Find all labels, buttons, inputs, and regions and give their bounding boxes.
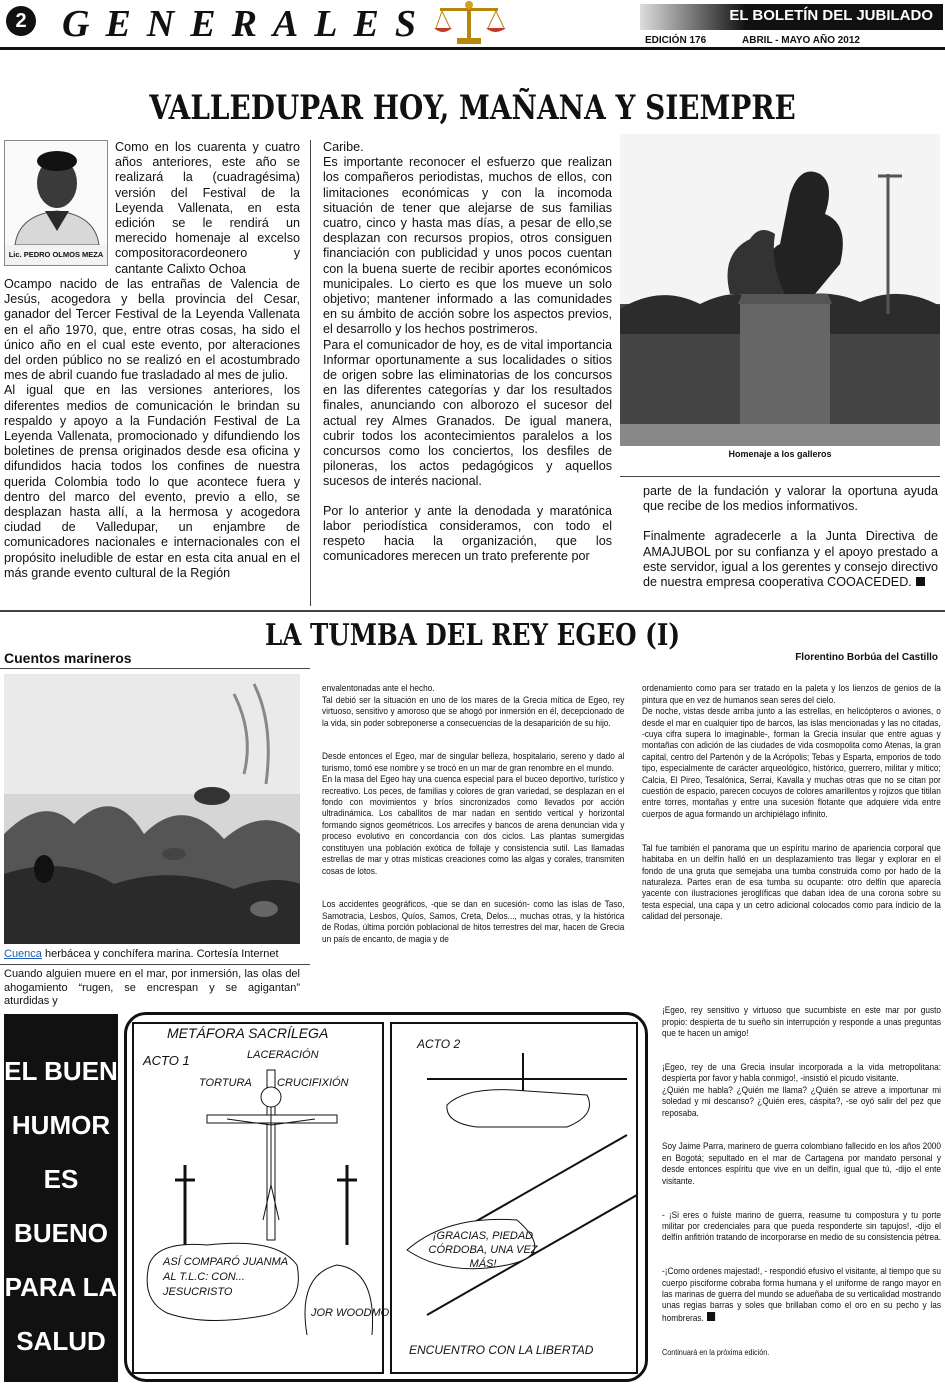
cartoon-bottom-caption: ENCUENTRO CON LA LIBERTAD (409, 1343, 594, 1357)
article-separator (0, 610, 945, 612)
section-title: GENERALES (62, 3, 432, 45)
paragraph: Es importante reconocer el esfuerzo que realizan los compañeros periodistas, muchos de ellos, con limitaciones económicas y con la incomoda situación de tener que alejarse de sus familias cuatro, cinco y hasta mas días, a pesar de ello,se desplazan con recursos propios, otros consiguen financiación con publicidad y unos pocos cuentan con la buena suerte de recibir aportes económicos municipales. Lo cierto es que los mueve un solo objetivo; mantener informado a las comunidades en su ámbito de acción sobre los aspectos previos, el desarrollo y los hechos postrimeros. (323, 155, 612, 337)
article1-col1-wrap: Como en los cuarenta y cuatro años anteriores, este año se realizará la (cuadragésima) versión del Festival de la Leyenda Vallenata, en esta edición se le rendirá un merecido homenaje al excelso compositoracordeonero y cantante Calixto Ochoa (115, 140, 300, 276)
humor-line: ES BUENO (14, 1164, 108, 1248)
paragraph (662, 1266, 941, 1324)
article1-col1 (4, 277, 300, 581)
paragraph: Tal fue también el panorama que un espíritu marino de apariencia corporal que habitaba en un delfín halló en un desplazamiento tras llegar y explorar en el fondo de una gruta que semejaba una tumba construida como por hado de la naturaleza. Partes eran de esa tumba su ocupante: otro delfín que aparecía yacente con ilustraciones jeroglíficas que daban idea de una corona sobre su testa especial, una capa y un cetro adicional colocados como para indicio de la calidad del personaje. (642, 842, 941, 922)
cartoon-frame (124, 1012, 648, 1382)
article1-col3 (643, 484, 938, 590)
section-label: Cuentos marineros (4, 650, 132, 666)
marine-photo (4, 674, 300, 944)
paragraph-text: -¡Como ordenes majestad!, - respondió efusivo el visitante, al tiempo que su cuerpo pisciforme cobraba forma humana y el uniforme de rango mayor en las marinas de guerra del mundo se adueñaba de su verticalidad mostrando unas regias barras y soles que brillaban como el oro en su pecho y las hombreras. (662, 1266, 942, 1323)
cartoon-word-crucifixion: CRUCIFIXIÓN (277, 1077, 349, 1089)
paragraph: Desde entonces el Egeo, mar de singular belleza, hospitalario, sereno y dado al turismo, tomó ese nombre y se trocó en un mar de gran renombre en el mundo. En la masa del Egeo hay una cuenca especial para el buceo deportivo, turístico y recreativo. Los peces, de familias y colores de gran variedad, se desplazan en el fondo con movimientos y bríos sincronizados como llevados por acción ultradinámica. Los caballitos de mar nadan en sentido vertical y horizontal formando signos geométricos. Los arrecifes y bancos de arena denuncian vida y proceso evolutivo en concordancia con dos ciclos. Las plantas sumergidas constituyen una población exótica de follaje y consistencia sutil. Las llamadas estrellas de mar y otras místicas creaciones como las algas y corales, transmiten cosas de lotos. (322, 751, 625, 876)
publication-name: EL BOLETÍN DEL JUBILADO (729, 7, 933, 24)
paragraph: Caribe. (323, 140, 364, 154)
paragraph: Al igual que en las versiones anteriores, los diferentes medios de comunicación le brindan su respaldo y apoyo a la Fundación Festival de La Leyenda Vallenata, promocionado y difundiendo los boletines de prensa originados desde esa oficina y difundidos hacia todos los confines de nuestra querida Colombia todo lo que acontece fuera y dentro del marco del evento, previo a ello, se desplazan hasta allí, a la hermosa y acogedora ciudad de Valledupar, un enjambre de comunicadores nacionales e internacionales con el propósito ineludible de estar en esta cita anual en el más grande evento cultural de la Región (4, 383, 300, 580)
author-photo (4, 140, 108, 266)
article1-col2 (323, 140, 612, 564)
marine-photo-caption (4, 948, 279, 960)
author-portrait-icon (5, 141, 107, 245)
paragraph: envalentonadas ante el hecho. Tal debió ser la situación en uno de los mares de la Grecia mítica de Egeo, rey virtuoso, sensitivo y amoroso que se ahogó por inmersión en él, decepcionado de la vida, sin poder sobreponerse a consecuencias de la desaparición de su hijo. (322, 683, 625, 728)
cartoon-drawing (127, 1015, 645, 1379)
paragraph: - ¡Si eres o fuiste marino de guerra, reasume tu compostura y tu porte militar por credenciales para que pueda responderte sin tapujos!, -dijo el delfín anfitrión tratando de incorporarse en medio de su consistencia pétrea. (662, 1209, 942, 1243)
edition-date: ABRIL - MAYO AÑO 2012 (742, 35, 860, 46)
article2-right-col (642, 672, 941, 945)
paragraph: Ocampo nacido de las entrañas de Valencia de Jesús, acogedora y bella provincia del Cesar, ganador del Tercer Festival de la Leyenda Vallenata en el año 1970, que, entre otras cosas, ha sido el único año en el cual este evento, por alteraciones del orden público no se realizó en el acostumbrado mes de abril cuando fue trasladado al mes de julio. (4, 277, 300, 383)
humor-box (4, 1014, 118, 1382)
humor-line: HUMOR (11, 1110, 111, 1140)
cartoon-act1: ACTO 1 (143, 1053, 190, 1068)
paragraph: ¡Egeo, rey de una Grecia insular incorporada a la vida metropolitana: despierta por favor y habla conmigo!, -insistió el picudo visitante. ¿Quién me habla? ¿Quién me llama? ¿Quién se atreve a importunar mi soledad y mi descanso? ¿Quién eres, cáspita?, -se oyó salir del pez que reposaba. (662, 1062, 941, 1118)
article2-dialogue-col (662, 994, 941, 1380)
cartoon-word-tortura: TORTURA (199, 1077, 252, 1089)
paragraph: Los accidentes geográficos, -que se dan en sucesión- como las islas de Taso, Samotracia, Lesbos, Quíos, Samos, Creta, Delos..., muchas otras, y la histórica de Rodas, última porción poblacional de hitos terrestres del mar, hacen de Grecia un país de encanto, de magia y de (322, 899, 625, 944)
cartoon-bubble-left: ASÍ COMPARÓ JUANMA AL T.L.C: CON... JESUCRISTO (163, 1256, 288, 1298)
justice-scales-logo (430, 0, 508, 46)
article1-title: VALLEDUPAR HOY, MAÑANA Y SIEMPRE (149, 88, 796, 128)
caption-text: herbácea y conchífera marina. Cortesía Internet (41, 948, 279, 960)
paragraph: parte de la fundación y valorar la oportuna ayuda que recibe de los medios informativos. (643, 484, 938, 514)
column-divider (310, 140, 311, 606)
section-label-rule (0, 668, 310, 669)
article2-author: Florentino Borbúa del Castillo (795, 652, 938, 663)
header-rule (0, 47, 945, 50)
cartoon-bubble-right: ¡GRACIAS, PIEDAD CÓRDOBA, UNA VEZ MÁS! (428, 1230, 538, 1270)
coral-reef-image (4, 674, 300, 944)
article2-mid-col (322, 672, 624, 967)
photo-rule (620, 476, 940, 477)
paragraph: ¡Egeo, rey sensitivo y virtuoso que sucumbiste en este mar por gusto propio: despierta de tu sueño sin interrupción y responde a unas preguntas que te hacen un amigo! (662, 1005, 941, 1039)
article2-intro: Cuando alguien muere en el mar, por inmersión, las olas del ahogamiento “rugen, se encrespan y se agigantan” aturdidas y (4, 968, 300, 1007)
cartoon-signature: JOR WOODMO (311, 1307, 390, 1319)
humor-line: SALUD (16, 1326, 106, 1356)
cartoon-word-laceracion: LACERACIÓN (247, 1049, 319, 1061)
photo-caption: Homenaje a los galleros (728, 449, 832, 459)
humor-line: EL BUEN (4, 1056, 118, 1086)
publication-banner (640, 4, 943, 30)
paragraph: Por lo anterior y ante la denodada y maratónica labor periodística consideramos, con todo el respeto hacia la organización, que los comunicadores merecen un trato preferente por (323, 503, 612, 564)
paragraph-text: Finalmente agradecerle a la Junta Directiva de AMAJUBOL por su confianza y el apoyo prestado a este servidor, igual a los gerentes y consejo directivo de nuestra empresa cooperativa COOACEDED. (643, 529, 938, 590)
end-mark-icon (707, 1312, 715, 1321)
author-caption: Lic. PEDRO OLMOS MEZA (8, 250, 104, 259)
paragraph: Soy Jaime Parra, marinero de guerra colombiano fallecido en los años 2000 en Bogotá; sepultado en el mar de Cartagena por mandato personal y desde entonces espíritu que vive en un delfín, igual que tú, -dijo el ente visitante. (662, 1141, 941, 1186)
edition-number: EDICIÓN 176 (645, 35, 707, 46)
page-number: 2 (6, 6, 36, 36)
rooster-statue-image (620, 134, 940, 446)
article2-title: LA TUMBA DEL REY EGEO (I) (265, 618, 680, 653)
paragraph: ordenamiento como para ser tratado en la paleta y los lienzos de genios de la pintura que en vez de humanos sean seres del cielo. De noche, vistas desde arriba junto a las estrellas, en helicópteros o aviones, o desde el mar en cualquier tipo de barcos, las islas mencionadas y las no citadas, -cuya cifra supera lo imaginable-, forman la Grecia insular que entre aguas y montañas con adición de las ciudades de vida cosmopolita como Atenas, la gran capital, centro del Partenón y de la Acrópolis; Tebas y Esparta, emporios de todo tipo, especialmente de carácter arqueológico, histórico, guerrero, militar y mítico; Calcia, El Pireo, Tesalónica, Serrai, Kavalla y muchas otras que no se citan por cuestión de espacio, parecen cocuyos de colores amarillentos y rojizos que titilan entre torres, montañas y entre una sucesión flotante que adquiere vida entre cuerpos de agua formando un archipiélago infinito. (642, 683, 941, 819)
paragraph: Para el comunicador de hoy, es de vital importancia Informar oportunamente a sus localidades o sitios de origen sobre las eliminatorias de los concursos en las diferentes categorías y dar los resultados finales, anunciando con alborozo el sucesor del actual rey Almes Granados. De igual manera, cubrir todos los acontecimientos paralelos a los concursos como los conciertos, los desfiles de piloneras, los actos pedagógicos y aquellos sucesos de interés nacional. (323, 337, 612, 489)
cartoon-title: METÁFORA SACRÍLEGA (167, 1025, 329, 1041)
continued-note: Continuará en la próxima edición. (662, 1347, 770, 1357)
paragraph (643, 529, 938, 590)
cartoon-act2: ACTO 2 (417, 1037, 461, 1051)
caption-link[interactable]: Cuenca (4, 948, 42, 960)
caption-rule (0, 964, 310, 965)
humor-line: PARA LA (4, 1272, 118, 1302)
end-mark-icon (916, 577, 925, 586)
roosters-monument-photo (620, 134, 940, 459)
